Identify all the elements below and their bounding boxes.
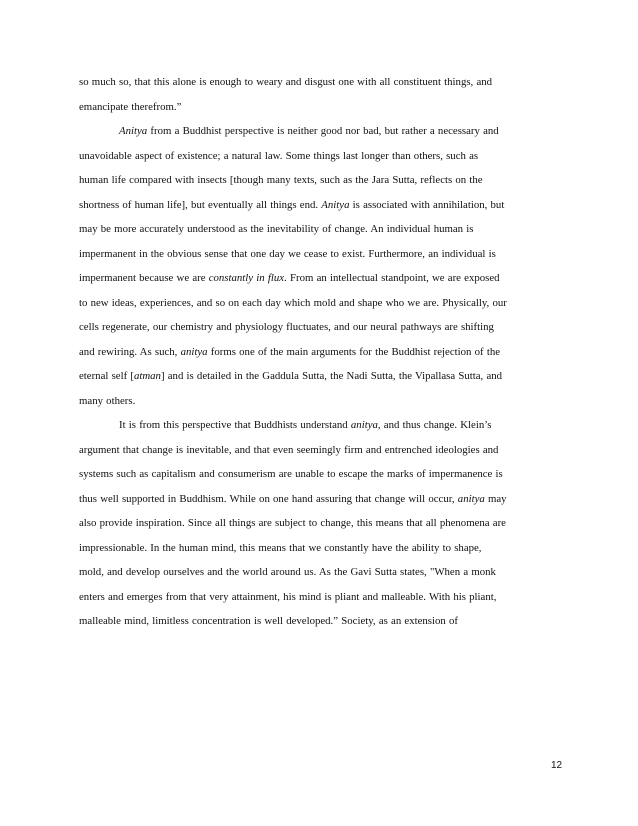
text-run: thus well supported in Buddhism. While on one hand assuring that change will occur, <box>79 492 458 505</box>
text-run: emancipate therefrom.” <box>79 100 182 113</box>
text-run: malleable mind, limitless concentration is well developed.” Society, as an extension of <box>79 615 458 627</box>
text-run: . From an intellectual standpoint, we are exposed <box>284 272 500 284</box>
text-line <box>79 291 565 316</box>
text-line <box>79 144 565 169</box>
text-line <box>79 511 565 536</box>
text-run: many others. <box>79 394 136 407</box>
text-run: forms one of the main arguments for the Buddhist rejection of the <box>207 345 501 358</box>
text-line <box>79 168 565 193</box>
text-run: impermanent in the obvious sense that one day we cease to exist. Furthermore, an individual is <box>79 247 496 260</box>
text-line <box>79 119 565 144</box>
paragraph <box>79 70 565 119</box>
text-line <box>79 536 565 561</box>
text-line <box>79 95 565 120</box>
text-run: , and thus change. Klein’s <box>377 419 492 431</box>
text-line <box>79 462 565 487</box>
text-line <box>79 340 565 365</box>
text-run: so much so, that this alone is enough to weary and disgust one with all constituent things, and <box>79 76 493 88</box>
text-run: It is from this perspective that Buddhists understand <box>119 419 351 431</box>
text-line <box>79 364 565 389</box>
text-run: eternal self [ <box>79 370 134 382</box>
italic-term: anitya <box>457 492 485 505</box>
text-line <box>79 438 565 463</box>
text-line <box>79 193 565 218</box>
text-line <box>79 315 565 340</box>
text-run: ] and is detailed in the Gaddula Sutta, the Nadi Sutta, the Vipallasa Sutta, and <box>160 370 503 382</box>
text-line <box>79 70 565 95</box>
text-run: also provide inspiration. Since all things are subject to change, this means that all phenomena are <box>79 517 506 529</box>
text-run: is associated with annihilation, but <box>349 198 505 211</box>
text-run: systems such as capitalism and consumerism are unable to escape the marks of impermanence is <box>79 468 503 480</box>
text-run: cells regenerate, our chemistry and physiology fluctuates, and our neural pathways are shifting <box>79 321 494 333</box>
text-line <box>79 242 565 267</box>
text-run: from a Buddhist perspective is neither good nor bad, but rather a necessary and <box>147 125 499 137</box>
text-run: mold, and develop ourselves and the world around us. As the Gavi Sutta states, "When a monk <box>79 566 496 578</box>
italic-term: anitya <box>180 345 208 358</box>
italic-term: Anitya <box>119 125 148 137</box>
italic-term: constantly in flux <box>208 272 285 284</box>
text-line <box>79 413 565 438</box>
text-run: may be more accurately understood as the inevitability of change. An individual human is <box>79 223 474 235</box>
text-run: enters and emerges from that very attainment, his mind is pliant and malleable. With his pliant, <box>79 590 497 603</box>
text-line <box>79 217 565 242</box>
text-run: and rewiring. As such, <box>79 345 181 358</box>
text-line <box>79 560 565 585</box>
italic-term: anitya <box>350 419 378 431</box>
text-run: impermanent because we are <box>79 272 209 284</box>
text-run: argument that change is inevitable, and that even seemingly firm and entrenched ideologies and <box>79 443 499 456</box>
text-run: unavoidable aspect of existence; a natural law. Some things last longer than others, such as <box>79 149 479 162</box>
text-line <box>79 609 565 634</box>
body-text <box>79 70 565 634</box>
italic-term: atman <box>133 370 161 382</box>
text-line <box>79 389 565 414</box>
text-run: human life compared with insects [though many texts, such as the Jara Sutta, reflects on the <box>79 174 483 186</box>
text-line <box>79 266 565 291</box>
paragraph <box>79 413 565 634</box>
italic-term: Anitya <box>321 198 350 211</box>
paragraph <box>79 119 565 413</box>
text-line <box>79 585 565 610</box>
text-line <box>79 487 565 512</box>
text-run: impressionable. In the human mind, this means that we constantly have the ability to shape, <box>79 541 482 554</box>
text-run: shortness of human life], but eventually all things end. <box>79 198 322 211</box>
text-run: to new ideas, experiences, and so on each day which mold and shape who we are. Physically, our <box>79 296 507 309</box>
page-number: 12 <box>551 760 563 771</box>
text-run: may <box>484 492 507 505</box>
